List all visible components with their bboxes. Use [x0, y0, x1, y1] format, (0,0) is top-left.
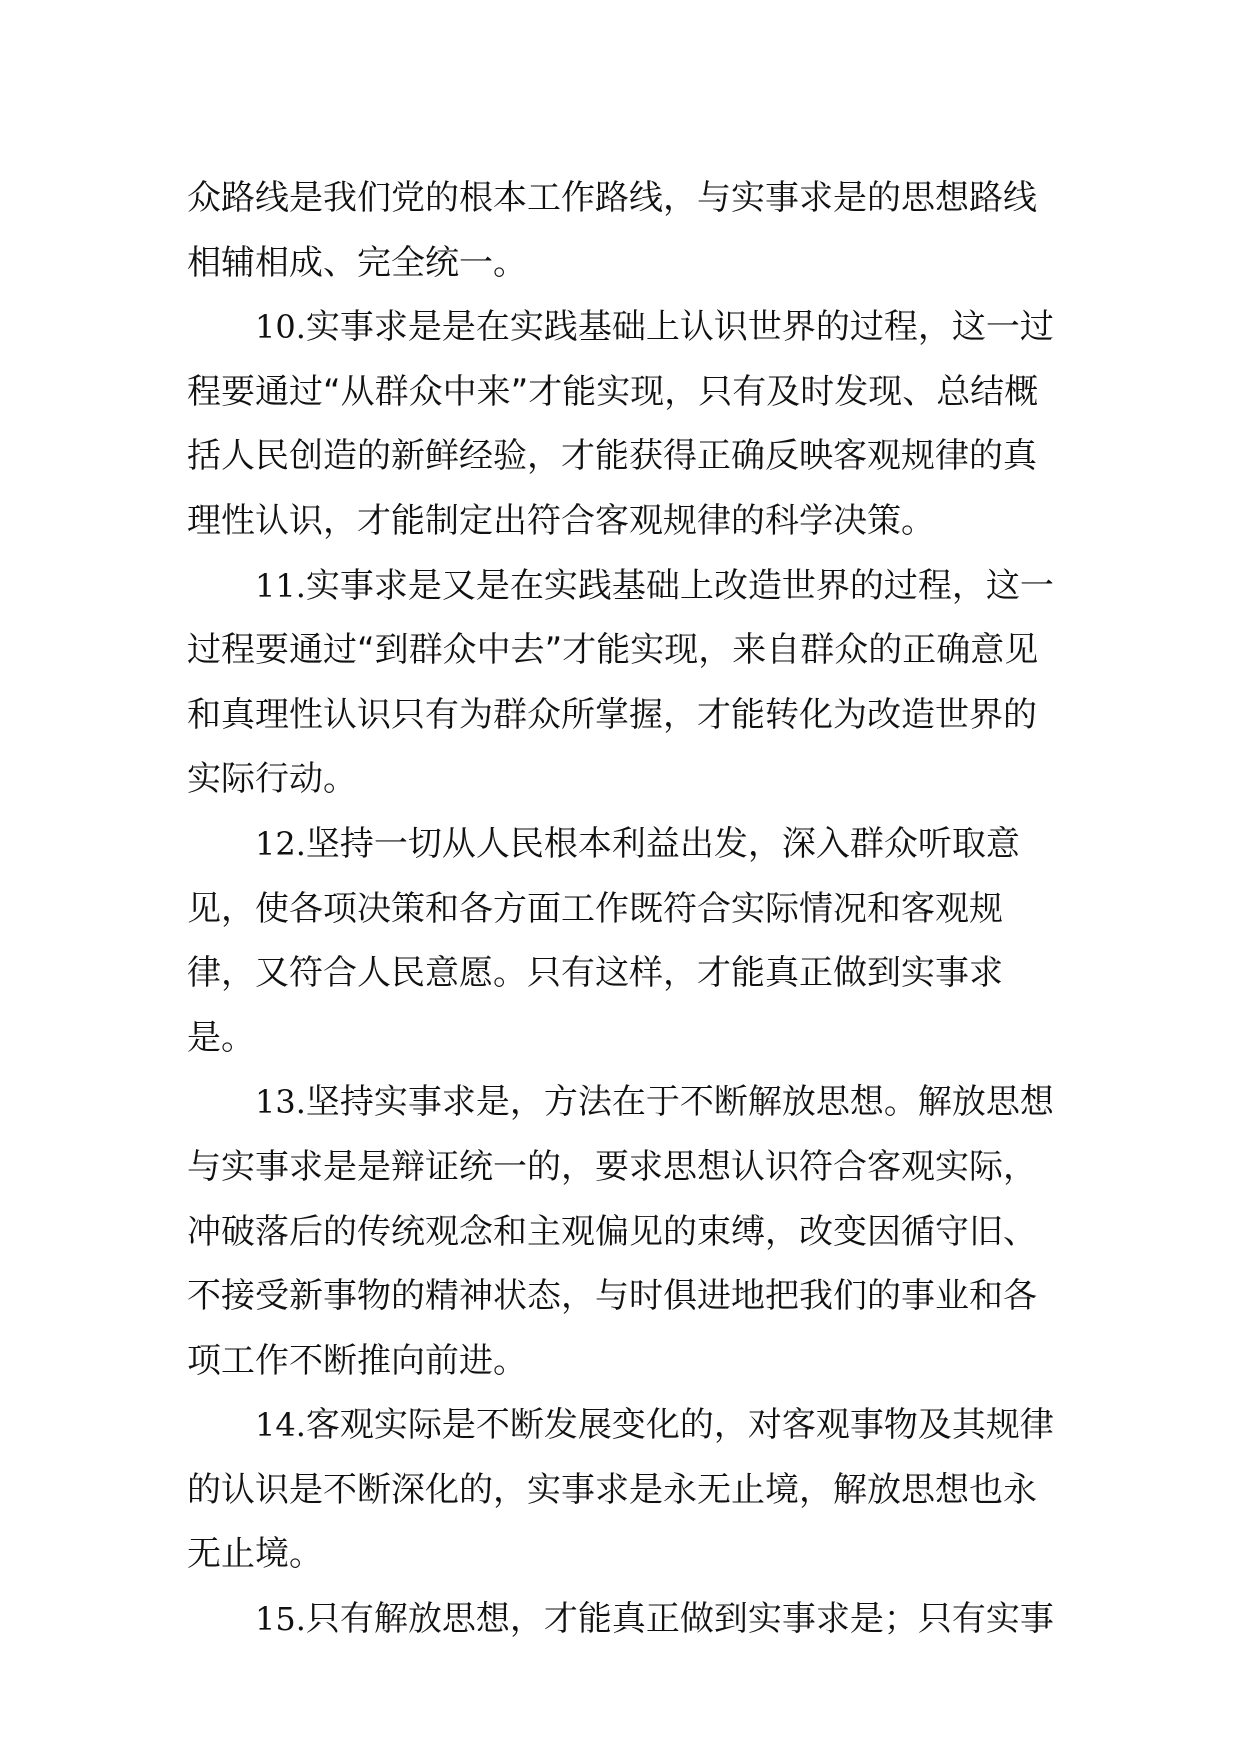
paragraph-number: 10. — [255, 308, 306, 347]
paragraph-text: 众路线是我们党的根本工作路线，与实事求是的思想路线相辅相成、完全统一。 — [187, 178, 1037, 283]
paragraph-continuation — [187, 166, 1065, 295]
paragraph-text: 坚持一切从人民根本利益出发，深入群众听取意见，使各项决策和各方面工作既符合实际情况和客观规律，又符合人民意愿。只有这样，才能真正做到实事求是。 — [187, 823, 1020, 1058]
paragraph-text: 实事求是是在实践基础上认识世界的过程，这一过程要通过“从群众中来”才能实现，只有及时发现、总结概括人民创造的新鲜经验，才能获得正确反映客观规律的真理性认识，才能制定出符合客观规律的科学决策。 — [187, 307, 1054, 541]
paragraph-text: 坚持实事求是，方法在于不断解放思想。解放思想与实事求是是辩证统一的，要求思想认识符合客观实际，冲破落后的传统观念和主观偏见的束缚，改变因循守旧、不接受新事物的精神状态，与时俱进地把我们的事业和各项工作不断推向前进。 — [187, 1082, 1054, 1381]
paragraph-text: 只有解放思想，才能真正做到实事求是；只有实事 — [305, 1599, 1054, 1640]
paragraph-number: 11. — [255, 566, 306, 605]
paragraph-number: 13. — [255, 1083, 306, 1122]
paragraph-13 — [187, 1070, 1065, 1393]
paragraph-15 — [187, 1587, 1065, 1652]
paragraph-number: 14. — [255, 1406, 306, 1445]
paragraph-text: 客观实际是不断发展变化的，对客观事物及其规律的认识是不断深化的，实事求是永无止境，解放思想也永无止境。 — [187, 1405, 1054, 1575]
paragraph-14 — [187, 1393, 1065, 1587]
document-body — [187, 166, 1065, 1652]
paragraph-number: 15. — [255, 1600, 306, 1639]
paragraph-number: 12. — [255, 824, 306, 863]
paragraph-text: 实事求是又是在实践基础上改造世界的过程，这一过程要通过“到群众中去”才能实现，来自群众的正确意见和真理性认识只有为群众所掌握，才能转化为改造世界的实际行动。 — [187, 565, 1054, 800]
paragraph-12 — [187, 812, 1065, 1070]
paragraph-10 — [187, 295, 1065, 553]
paragraph-11 — [187, 554, 1065, 812]
